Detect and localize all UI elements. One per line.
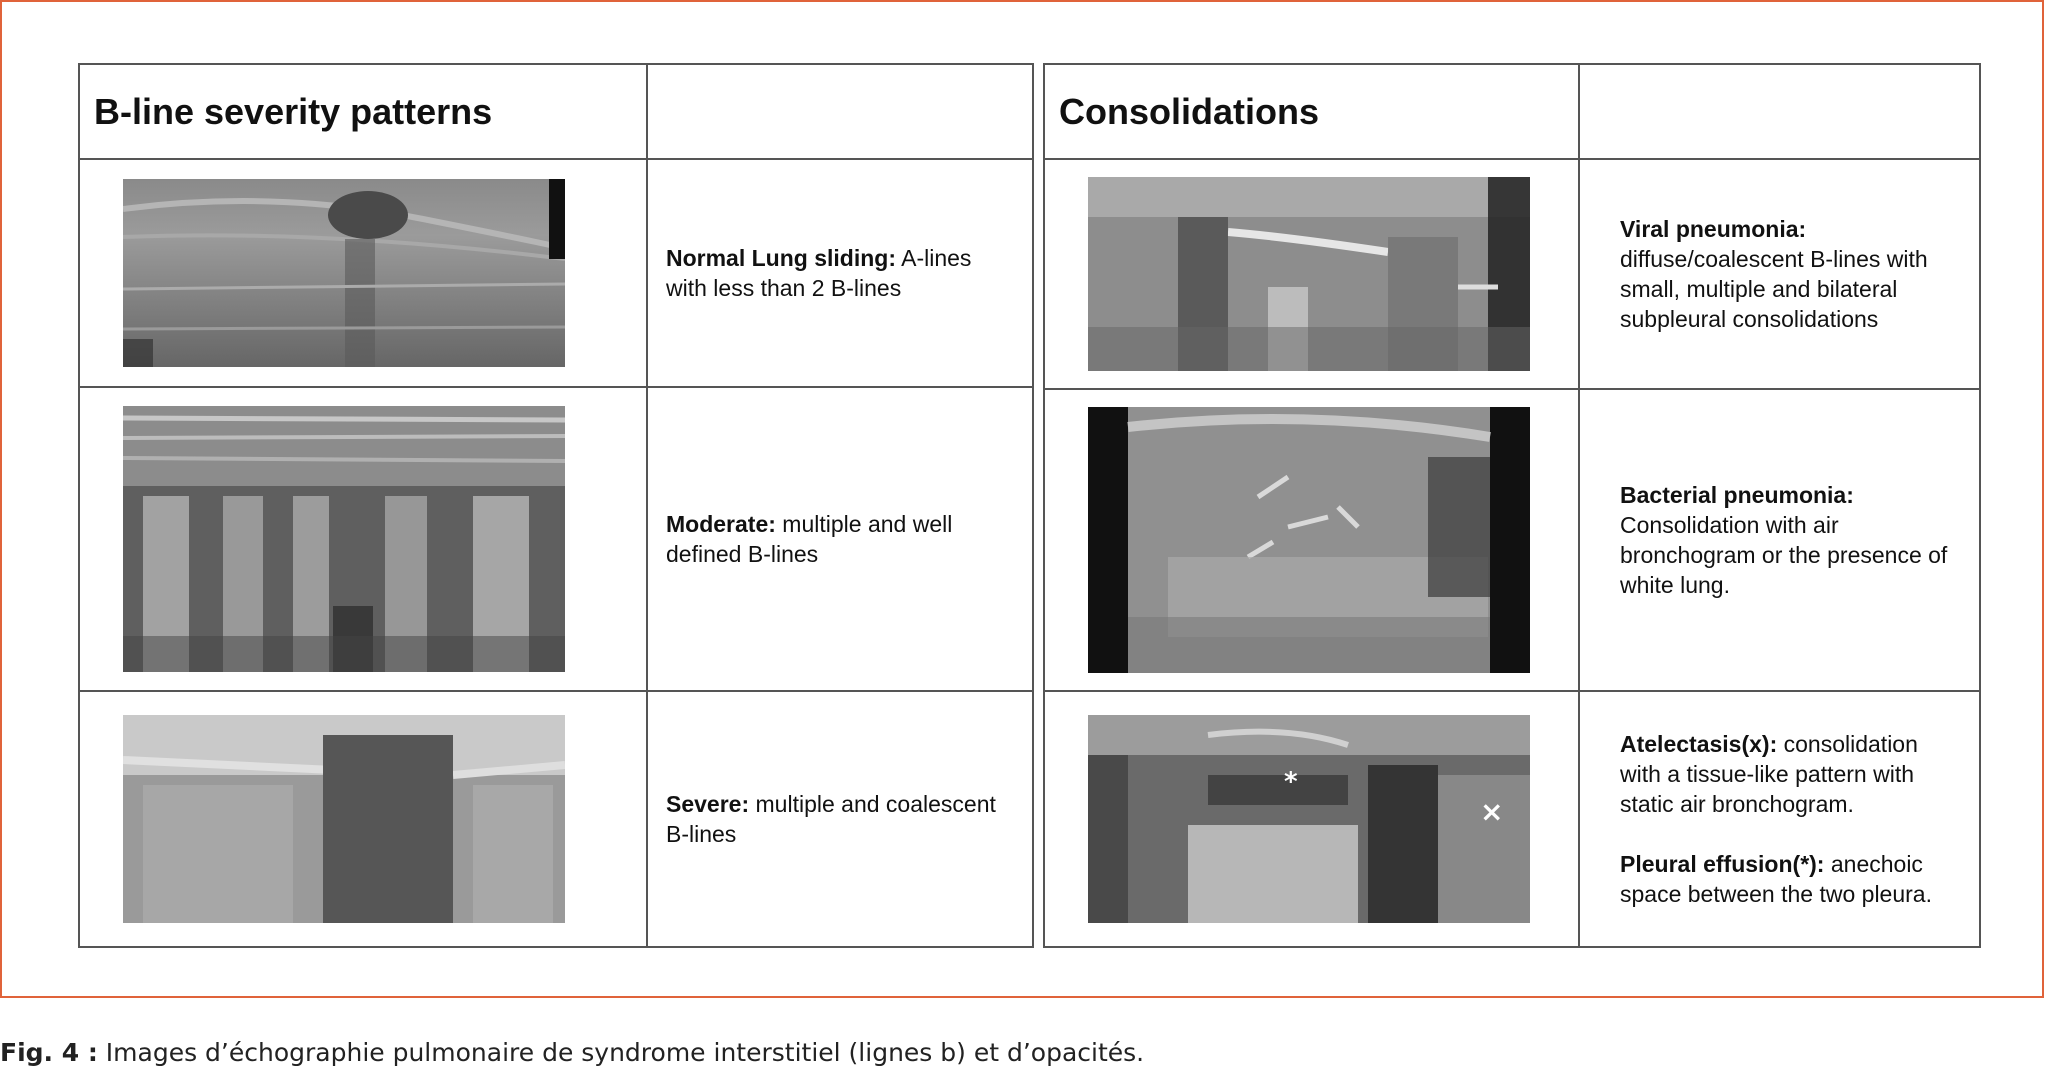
pleural-effusion-label: Pleural effusion(*): [1620,851,1825,877]
normal-lung-label: Normal Lung sliding: [666,245,896,271]
atelectasis-label: Atelectasis(x): [1620,731,1778,757]
severe-ultrasound-image [123,715,565,923]
atelectasis-effusion-ultrasound-image [1088,715,1530,923]
bacterial-pneumonia-label: Bacterial pneumonia: [1620,482,1854,508]
bacterial-pneumonia-text: Consolidation with air bronchogram or the presence of white lung. [1620,512,1948,598]
viral-image-cell [1044,159,1579,389]
viral-pneumonia-text: diffuse/coalescent B-lines with small, multiple and bilateral subpleural consolidations [1620,246,1928,332]
figure-caption-label: Fig. 4 : [0,1038,98,1067]
viral-pneumonia-label: Viral pneumonia: [1620,216,1807,242]
normal-lung-text: A-lines with less than 2 B-lines [666,245,972,301]
b-line-table-header-empty [647,64,1033,159]
moderate-label: Moderate: [666,511,776,537]
bacterial-pneumonia-description [1579,389,1980,691]
moderate-ultrasound-image [123,406,565,672]
pleural-effusion-text: anechoic space between the two pleura. [1620,851,1932,907]
b-line-table-title: B-line severity patterns [79,64,647,159]
severe-image-cell [79,691,647,947]
bacterial-image-cell [1044,389,1579,691]
moderate-text: multiple and well defined B-lines [666,511,953,567]
viral-pneumonia-ultrasound-image [1088,177,1530,371]
severe-text: multiple and coalescent B-lines [666,791,996,847]
b-line-table [78,63,1034,948]
normal-lung-description [647,159,1033,387]
moderate-image-cell [79,387,647,691]
atelectasis-text: consolidation with a tissue-like pattern with static air bronchogram. [1620,731,1918,817]
figure-caption [0,1038,1144,1067]
bacterial-pneumonia-ultrasound-image [1088,407,1530,673]
consolidations-table [1043,63,1981,948]
moderate-description [647,387,1033,691]
figure-caption-text: Images d’échographie pulmonaire de syndrome interstitiel (lignes b) et d’opacités. [97,1038,1145,1067]
pleural-effusion-marker: * [1284,767,1298,797]
atelectasis-effusion-description [1579,691,1980,947]
atelectasis-image-cell [1044,691,1579,947]
consolidations-table-title: Consolidations [1044,64,1579,159]
consolidations-table-header-empty [1579,64,1980,159]
normal-lung-image-cell [79,159,647,387]
normal-lung-ultrasound-image [123,179,565,367]
severe-description [647,691,1033,947]
severe-label: Severe: [666,791,750,817]
viral-pneumonia-description [1579,159,1980,389]
atelectasis-marker: × [1480,795,1504,828]
